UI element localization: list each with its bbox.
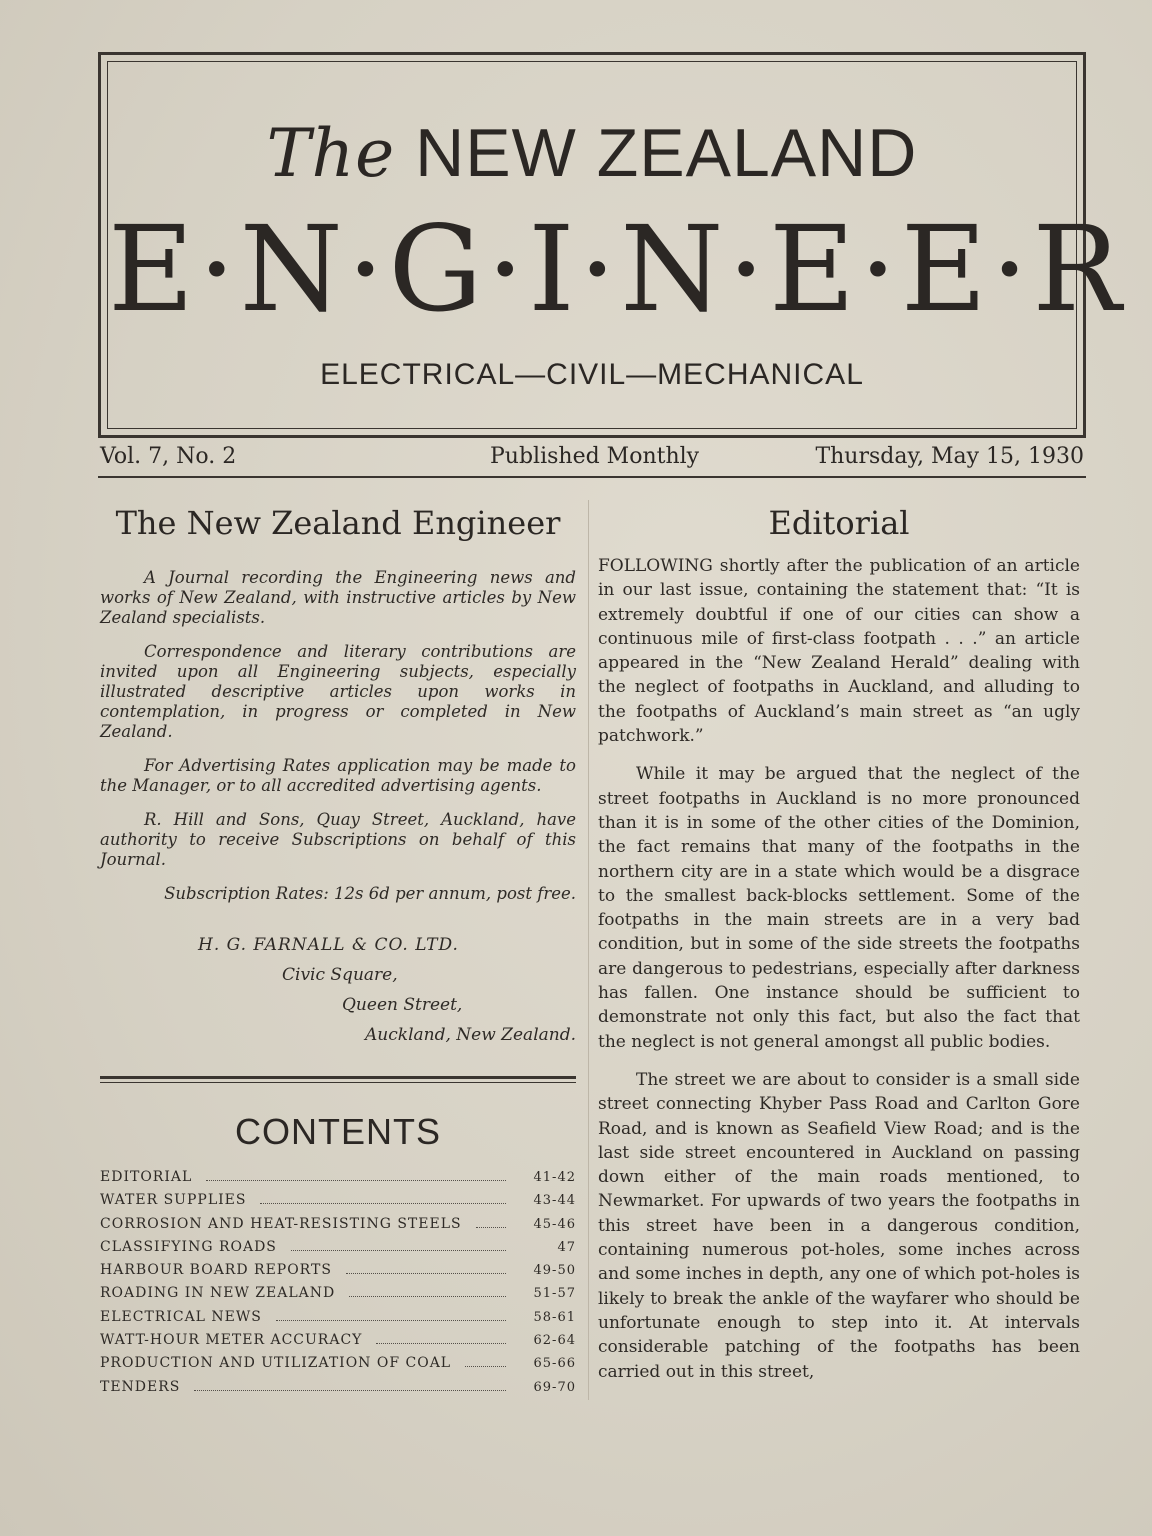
toc-title: TENDERS	[100, 1378, 181, 1395]
masthead-the: The	[266, 115, 396, 192]
masthead-engineer: E·N·G·I·N·E·E·R	[108, 200, 1126, 338]
toc-pages: 65-66	[533, 1356, 576, 1372]
masthead-inner-frame	[107, 61, 1126, 429]
masthead-title-line	[108, 114, 1076, 192]
contents-rule	[100, 1076, 576, 1083]
left-column	[100, 500, 576, 1402]
editorial-paragraph: The street we are about to consider is a small side street connecting Khyber Pass Road and Carlton Gore Road, and is known as Seafield View Road; and is the last side street encountered in Auckland on passing down either of the main roads mentioned, to Newmarket. For upwards of two years the footpaths in this street have been in a dangerous condition, containing numerous pot-holes, some inches across and some inches in depth, any one of which pot-holes is likely to break the ankle of the wayfarer who should be unfortunate enough to step into it. At intervals considerable patching of the footpaths has been carried out in this street,	[598, 1069, 1080, 1382]
toc-leader	[465, 1366, 506, 1367]
editorial-paragraph: FOLLOWING shortly after the publication of an article in our last issue, containing the statement that: “It is extremely doubtful if one of our cities can show a continuous mile of first-class footpath . . .” an article appeared in the “New Zealand Herald” dealing with the neglect of footpaths in Auckland, and alluding to the footpaths of Auckland’s main street as “an ugly patchwork.”	[598, 556, 1080, 747]
toc-row	[100, 1285, 576, 1308]
masthead-subtitle: ELECTRICAL—CIVIL—MECHANICAL	[320, 358, 864, 391]
toc-row	[100, 1192, 576, 1215]
issue-volume: Vol. 7, No. 2	[100, 444, 237, 469]
right-column	[598, 500, 1080, 1398]
toc-leader	[194, 1390, 506, 1391]
toc-pages: 49-50	[533, 1263, 576, 1279]
toc-leader	[276, 1320, 506, 1321]
publisher-street-1: Civic Square,	[282, 965, 398, 985]
toc-pages: 47	[557, 1239, 576, 1255]
toc-row	[100, 1355, 576, 1378]
masthead-new-zealand: NEW ZEALAND	[415, 115, 918, 191]
contents-title: CONTENTS	[235, 1111, 441, 1152]
toc-leader	[376, 1343, 506, 1344]
toc-leader	[206, 1180, 506, 1181]
issue-info-bar	[98, 442, 1086, 476]
toc-pages: 62-64	[533, 1333, 576, 1349]
contents-list	[100, 1169, 576, 1402]
toc-title: WATT-HOUR METER ACCURACY	[100, 1332, 363, 1349]
toc-leader	[349, 1296, 506, 1297]
header-rule	[98, 476, 1086, 478]
column-divider	[588, 500, 589, 1400]
publisher-street-2: Queen Street,	[342, 995, 463, 1015]
editorial-title: Editorial	[768, 504, 910, 542]
toc-title: CLASSIFYING ROADS	[100, 1238, 277, 1255]
toc-row	[100, 1332, 576, 1355]
toc-pages: 41-42	[533, 1170, 576, 1185]
publisher-city: Auckland, New Zealand.	[365, 1025, 576, 1045]
toc-title: HARBOUR BOARD REPORTS	[100, 1262, 332, 1279]
issue-frequency: Published Monthly	[490, 444, 700, 469]
toc-title: ROADING IN NEW ZEALAND	[100, 1285, 336, 1302]
toc-title: CORROSION AND HEAT-RESISTING STEELS	[100, 1215, 462, 1232]
toc-title: ELECTRICAL NEWS	[100, 1308, 262, 1325]
toc-leader	[346, 1273, 506, 1274]
toc-row	[100, 1216, 576, 1239]
toc-leader	[291, 1250, 506, 1251]
masthead	[98, 52, 1126, 438]
toc-title: WATER SUPPLIES	[100, 1192, 247, 1209]
toc-pages: 51-57	[533, 1286, 576, 1302]
about-paragraph: R. Hill and Sons, Quay Street, Auckland, have authority to receive Subscriptions on behalf of this Journal.	[100, 810, 576, 869]
publisher-name: H. G. FARNALL & CO. LTD.	[198, 935, 459, 955]
toc-row	[100, 1239, 576, 1262]
about-paragraph: A Journal recording the Engineering news and works of New Zealand, with instructive articles by New Zealand specialists.	[100, 568, 576, 627]
about-title: The New Zealand Engineer	[115, 504, 561, 542]
toc-pages: 58-61	[533, 1309, 576, 1325]
toc-title: PRODUCTION AND UTILIZATION OF COAL	[100, 1355, 452, 1372]
toc-pages: 69-70	[533, 1379, 576, 1395]
subscription-rates: Subscription Rates: 12s 6d per annum, post free.	[164, 884, 576, 903]
toc-row	[100, 1379, 576, 1402]
editorial-paragraph: While it may be argued that the neglect of the street footpaths in Auckland is no more pronounced than it is in some of the other cities of the Dominion, the fact remains that many of the footpaths in the northern city are in a state which would be a disgrace to the smallest back-blocks settlement. Some of the footpaths in the main streets are in a very bad condition, but in some of the side streets the footpaths are dangerous to pedestrians, especially after darkness has fallen. One instance should be sufficient to demonstrate not only this fact, but also the fact that the neglect is not general amongst all public bodies.	[598, 764, 1080, 1052]
about-section	[100, 568, 576, 904]
editorial-body	[598, 554, 1080, 1384]
toc-pages: 45-46	[533, 1216, 576, 1232]
publisher-address	[100, 930, 576, 1050]
toc-row	[100, 1169, 576, 1192]
toc-title: EDITORIAL	[100, 1169, 193, 1185]
about-paragraph: Correspondence and literary contributions are invited upon all Engineering subjects, especially illustrated descriptive articles upon works in contemplation, in progress or completed in New Zealand.	[100, 642, 576, 741]
about-paragraph: For Advertising Rates application may be made to the Manager, or to all accredited advertising agents.	[100, 756, 576, 795]
toc-leader	[260, 1203, 506, 1204]
issue-date: Thursday, May 15, 1930	[815, 444, 1084, 469]
toc-row	[100, 1309, 576, 1332]
toc-row	[100, 1262, 576, 1285]
toc-leader	[476, 1227, 506, 1228]
toc-pages: 43-44	[533, 1193, 576, 1209]
